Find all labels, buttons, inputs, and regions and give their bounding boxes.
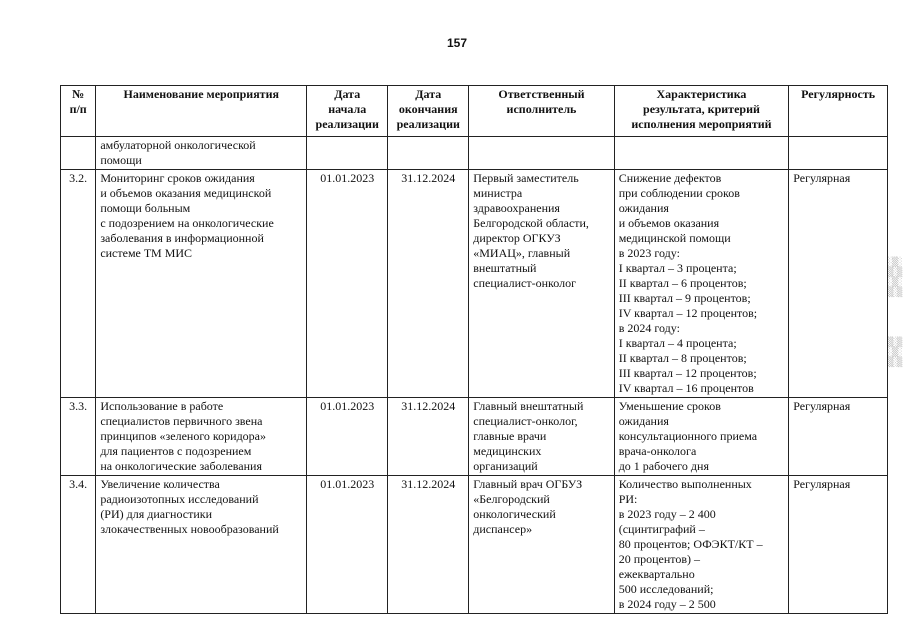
row-start-date: 01.01.2023 [307, 170, 388, 398]
row-end-date: 31.12.2024 [388, 476, 469, 614]
table-row [61, 476, 888, 614]
text-line: министра [473, 186, 523, 200]
text-line: начала [328, 102, 367, 116]
row-result [614, 476, 789, 614]
header-end-date [388, 86, 469, 137]
text-line: 500 исследований; [618, 582, 714, 596]
text-line: заболевания в информационной [100, 231, 264, 245]
text-line: системе ТМ МИС [100, 246, 193, 260]
text-line: результата, критерий [643, 102, 760, 116]
text-line: Увеличение количества [100, 477, 220, 491]
table-row [61, 137, 888, 170]
text-line: внештатный [473, 261, 537, 275]
text-line: Главный внештатный [473, 399, 584, 413]
text-line: 20 процентов) – [618, 552, 701, 566]
header-result [614, 86, 789, 137]
text-line: Дата [334, 87, 361, 101]
text-line: Использование в работе [100, 399, 224, 413]
text-line: директор ОГКУЗ [473, 231, 561, 245]
text-line: II квартал – 6 процентов; [618, 276, 747, 290]
text-line: организаций [473, 459, 538, 473]
text-line: онкологический [473, 507, 556, 521]
text-line: окончания [398, 102, 458, 116]
row-name [96, 476, 307, 614]
text-line: врача-онколога [618, 444, 697, 458]
row-end-date: 31.12.2024 [388, 170, 469, 398]
row-result [614, 170, 789, 398]
text-line: IV квартал – 16 процентов [618, 381, 754, 395]
row-responsible [469, 170, 614, 398]
row-name [96, 170, 307, 398]
text-line: Регулярность [801, 87, 876, 101]
text-line: Характеристика [656, 87, 747, 101]
text-line: диспансер» [473, 522, 533, 536]
row-num: 3.2. [61, 170, 96, 398]
text-line: на онкологические заболевания [100, 459, 262, 473]
header-responsible [469, 86, 614, 137]
text-line: специалист-онколог, [473, 414, 578, 428]
row-start-date: 01.01.2023 [307, 476, 388, 614]
text-line: Количество выполненных [618, 477, 752, 491]
text-line: исполнитель [506, 102, 577, 116]
text-line: (сцинтиграфий – [618, 522, 705, 536]
text-line: I квартал – 4 процента; [618, 336, 737, 350]
row-regularity: Регулярная [789, 476, 888, 614]
text-line: до 1 рабочего дня [618, 459, 709, 473]
text-line: Ответственный [498, 87, 585, 101]
row-regularity: Регулярная [789, 398, 888, 476]
text-line: 80 процентов; ОФЭКТ/КТ – [618, 537, 763, 551]
text-line: (РИ) для диагностики [100, 507, 212, 521]
text-line: помощи [100, 153, 142, 167]
text-line: помощи больным [100, 201, 191, 215]
text-line: Дата [415, 87, 442, 101]
activities-table [60, 85, 888, 614]
text-line: ожидания [618, 201, 669, 215]
row-name [96, 137, 307, 170]
text-line: Главный врач ОГБУЗ [473, 477, 583, 491]
text-line: медицинских [473, 444, 542, 458]
text-line: исполнения мероприятий [631, 117, 772, 131]
text-line: IV квартал – 12 процентов; [618, 306, 758, 320]
text-line: III квартал – 9 процентов; [618, 291, 751, 305]
text-line: в 2024 году: [618, 321, 680, 335]
row-start-date: 01.01.2023 [307, 398, 388, 476]
table-row [61, 398, 888, 476]
text-line: для пациентов с подозрением [100, 444, 252, 458]
text-line: консультационного приема [618, 429, 758, 443]
text-line: амбулаторной онкологической [100, 138, 256, 152]
text-line: «МИАЦ», главный [473, 246, 571, 260]
header-regularity [789, 86, 888, 137]
text-line: в 2023 году – 2 400 [618, 507, 716, 521]
text-line: Уменьшение сроков [618, 399, 721, 413]
text-line: реализации [396, 117, 460, 131]
page-number: 157 [446, 36, 468, 50]
text-line: ожидания [618, 414, 669, 428]
scan-mark: ▒░▒ ░▒░ ▒░▒ [888, 338, 902, 368]
table-header-row [61, 86, 888, 137]
text-line: главные врачи [473, 429, 547, 443]
row-num: 3.3. [61, 398, 96, 476]
text-line: принципов «зеленого коридора» [100, 429, 267, 443]
text-line: и объемов оказания медицинской [100, 186, 272, 200]
text-line: Мониторинг сроков ожидания [100, 171, 255, 185]
row-regularity: Регулярная [789, 170, 888, 398]
text-line: Наименование мероприятия [123, 87, 279, 101]
text-line: № [72, 87, 85, 101]
row-result [614, 398, 789, 476]
text-line: п/п [69, 102, 87, 116]
text-line: ежеквартально [618, 567, 695, 581]
text-line: I квартал – 3 процента; [618, 261, 737, 275]
text-line: Снижение дефектов [618, 171, 722, 185]
text-line: Первый заместитель [473, 171, 579, 185]
text-line: Белгородской области, [473, 216, 589, 230]
text-line: в 2024 году – 2 500 [618, 597, 716, 611]
row-start-date [307, 137, 388, 170]
row-num: 3.4. [61, 476, 96, 614]
text-line: здравоохранения [473, 201, 560, 215]
text-line: III квартал – 12 процентов; [618, 366, 757, 380]
row-responsible [469, 476, 614, 614]
text-line: специалист-онколог [473, 276, 576, 290]
text-line: медицинской помощи [618, 231, 731, 245]
row-end-date [388, 137, 469, 170]
text-line: специалистов первичного звена [100, 414, 263, 428]
scan-mark: ░▒░ ▒░▒ ░▒░ ▒░▒ [888, 258, 902, 298]
row-responsible [469, 137, 614, 170]
text-line: и объемов оказания [618, 216, 720, 230]
row-result [614, 137, 789, 170]
text-line: реализации [315, 117, 379, 131]
row-responsible [469, 398, 614, 476]
table-row [61, 170, 888, 398]
text-line: радиоизотопных исследований [100, 492, 259, 506]
header-name [96, 86, 307, 137]
header-num [61, 86, 96, 137]
header-start-date [307, 86, 388, 137]
row-regularity [789, 137, 888, 170]
text-line: при соблюдении сроков [618, 186, 740, 200]
row-num [61, 137, 96, 170]
text-line: РИ: [618, 492, 638, 506]
text-line: II квартал – 8 процентов; [618, 351, 747, 365]
text-line: злокачественных новообразований [100, 522, 279, 536]
text-line: «Белгородский [473, 492, 550, 506]
text-line: в 2023 году: [618, 246, 680, 260]
row-end-date: 31.12.2024 [388, 398, 469, 476]
text-line: с подозрением на онкологические [100, 216, 274, 230]
row-name [96, 398, 307, 476]
